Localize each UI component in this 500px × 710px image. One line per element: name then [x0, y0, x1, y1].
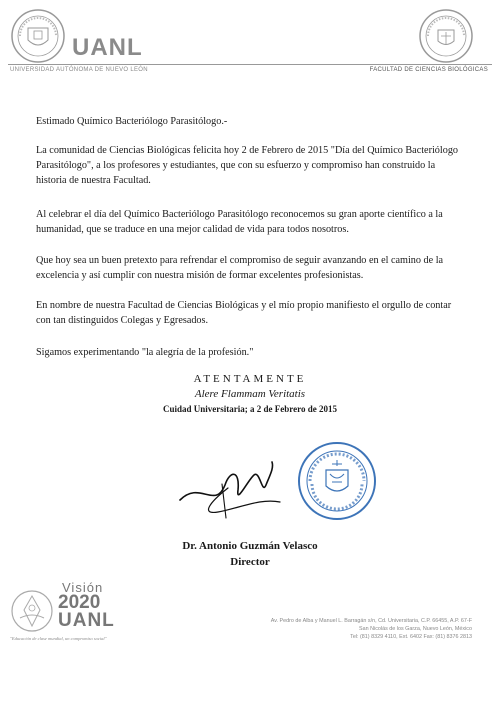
place-date: Cuidad Universitaria; a 2 de Febrero de 2015	[163, 404, 337, 414]
greeting: Estimado Químico Bacteriólogo Parasitólogo.-	[36, 116, 228, 127]
address-line: Tel: (81) 8329 4110, Ext. 6402 Fax: (81) 8376 2813	[350, 634, 472, 640]
motto: Alere Flammam Veritatis	[194, 388, 306, 400]
paragraph-3: Que hoy sea un buen pretexto para refrendar el compromiso de seguir avanzando en el camino de la excelencia y así cumplir con nuestra misión de formar excelentes profesionistas.	[36, 255, 444, 281]
address-line: Av. Pedro de Alba y Manuel L. Barragán s/n, Cd. Universitaria, C.P. 66455, A.P. 67-F	[270, 618, 472, 624]
faculty-seal-icon	[418, 8, 474, 64]
vision-2020-emblem-icon	[10, 588, 54, 634]
uanl-seal-icon	[10, 8, 66, 64]
header-divider	[8, 64, 492, 65]
vision-year: 2020	[58, 592, 101, 613]
paragraph-4: En nombre de nuestra Facultad de Ciencias Biológicas y el mío propio manifiesto el orgullo de contar con tan distinguidos Colegas y Egresados.	[36, 300, 452, 326]
signer-name: Dr. Antonio Guzmán Velasco	[182, 540, 318, 552]
paragraph-1: La comunidad de Ciencias Biológicas felicita hoy 2 de Febrero de 2015 "Día del Químico Bacteriólogo Parasitólogo", a los profesores y estudiantes, que con su esfuerzo y compromiso han construido la historia de nuestra Facultad.	[36, 145, 459, 186]
faculty-name: FACULTAD DE CIENCIAS BIOLÓGICAS	[369, 67, 488, 73]
paragraph-5: Sigamos experimentando "la alegría de la profesión."	[36, 347, 254, 358]
university-name: UNIVERSIDAD AUTÓNOMA DE NUEVO LEÓN	[10, 67, 148, 73]
vision-uanl: UANL	[58, 610, 115, 631]
signature-icon	[170, 440, 290, 530]
address-block	[232, 617, 472, 641]
address-line: San Nicolás de los Garza, Nuevo León, México	[359, 626, 472, 632]
faculty-stamp-icon	[296, 440, 378, 522]
signer-title: Director	[230, 556, 270, 568]
paragraph-2: Al celebrar el día del Químico Bacteriólogo Parasitólogo reconocemos su gran aporte científico a la humanidad, que se traduce en una mejor calidad de vida para todos nosotros.	[36, 209, 443, 235]
uanl-brand: UANL	[72, 34, 143, 61]
closing-salutation: ATENTAMENTE	[193, 373, 307, 385]
vision-word: Visión	[62, 580, 104, 595]
vision-tagline: "Educación de clase mundial, un compromiso social"	[10, 636, 107, 641]
